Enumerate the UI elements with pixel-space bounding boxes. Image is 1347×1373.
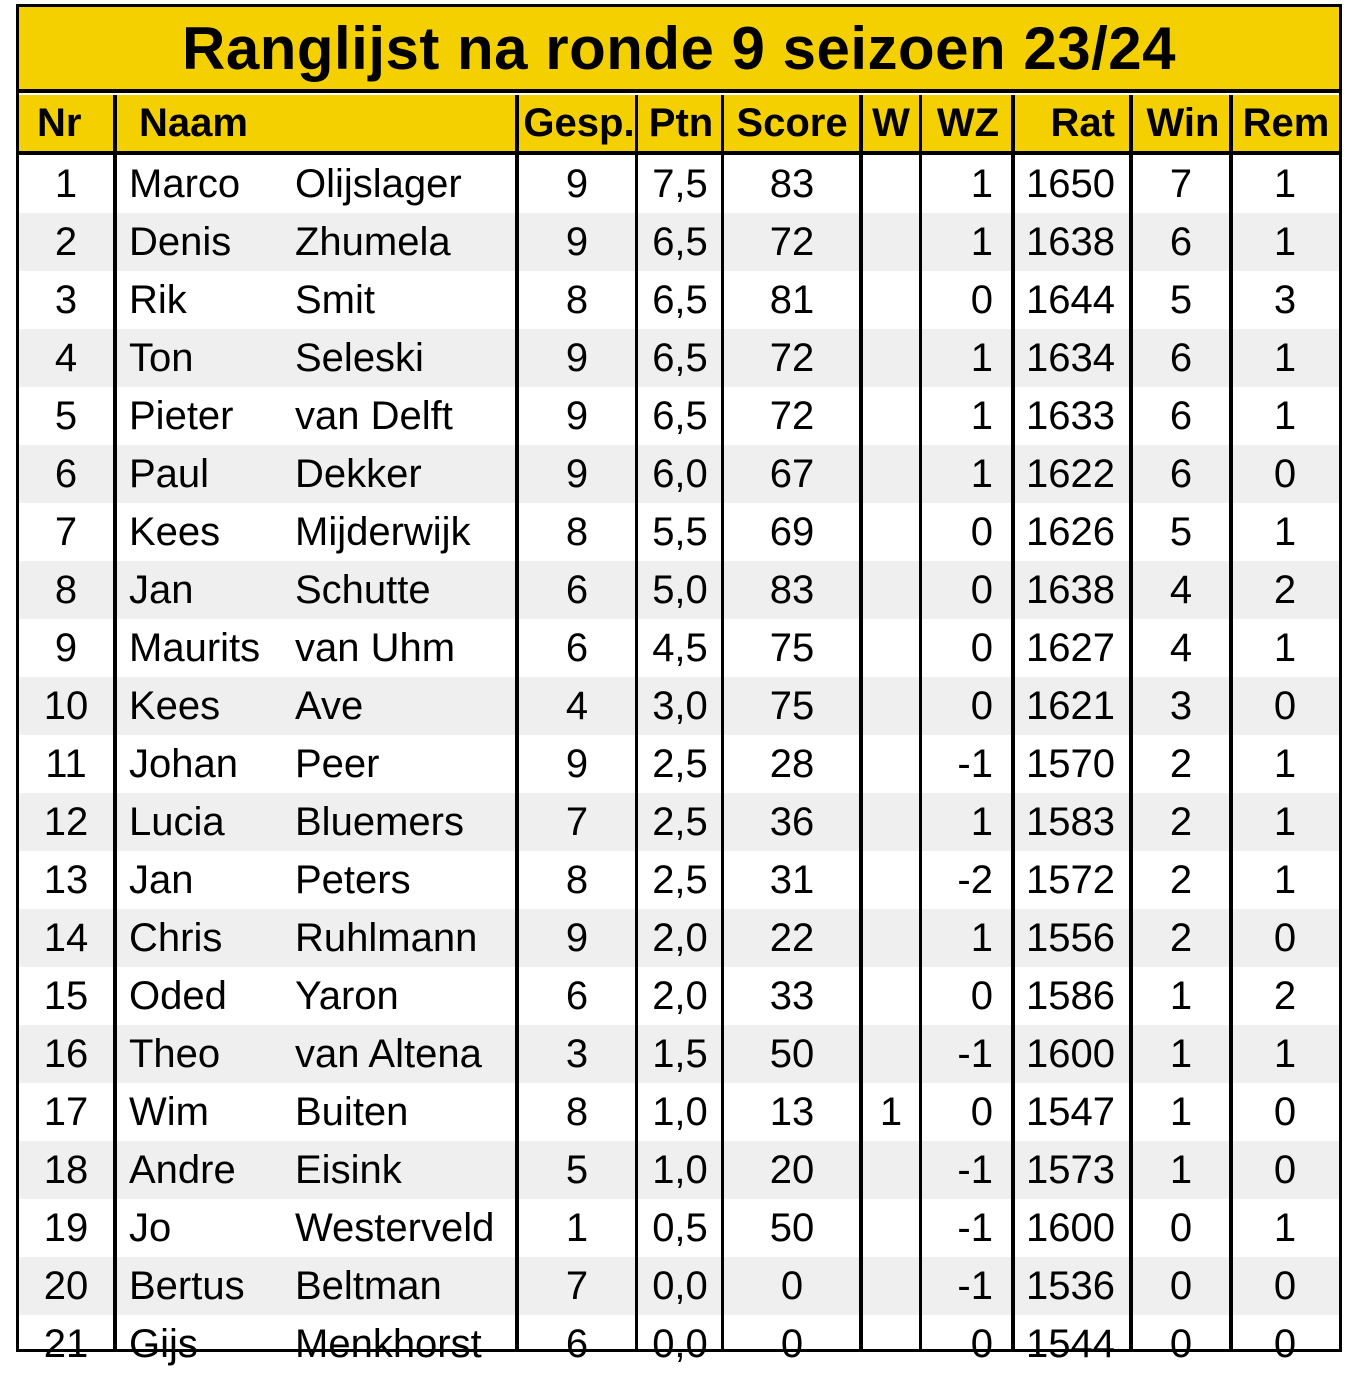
table-row [19, 503, 1339, 561]
cell-ptn: 5,0 [652, 567, 708, 612]
cell-nr: 6 [54, 451, 78, 496]
table-row [19, 677, 1339, 735]
cell-gesp: 3 [565, 1031, 589, 1076]
cell-rat: 1556 [1026, 915, 1115, 960]
cell-wz: 0 [970, 1089, 993, 1134]
cell-ptn: 6,0 [652, 451, 708, 496]
cell-w [863, 329, 919, 387]
cell-w [863, 1025, 919, 1083]
table-row [19, 909, 1339, 967]
table-row [19, 1083, 1339, 1141]
cell-gesp: 9 [565, 161, 589, 206]
cell-w [863, 213, 919, 271]
table-row [19, 1257, 1339, 1315]
cell-last-name: Peters [295, 857, 411, 902]
cell-w [863, 793, 919, 851]
cell-ptn: 2,5 [652, 799, 708, 844]
cell-ptn: 6,5 [652, 277, 708, 322]
cell-nr: 8 [54, 567, 78, 612]
cell-nr: 11 [45, 741, 87, 786]
table-header [19, 95, 1339, 155]
cell-rem: 0 [1273, 1321, 1297, 1366]
cell-wz: 0 [970, 683, 993, 728]
cell-nr: 9 [54, 625, 78, 670]
cell-ptn: 2,5 [652, 857, 708, 902]
header-score: Score [736, 100, 848, 145]
title-bar [19, 7, 1339, 93]
cell-w [863, 561, 919, 619]
cell-rem: 1 [1273, 857, 1297, 902]
cell-wz: 1 [970, 335, 993, 380]
cell-gesp: 8 [565, 277, 589, 322]
cell-ptn: 0,0 [652, 1263, 708, 1308]
cell-rem: 1 [1273, 393, 1297, 438]
cell-score: 72 [769, 219, 815, 264]
cell-score: 69 [769, 509, 815, 554]
cell-rem: 0 [1273, 1263, 1297, 1308]
cell-last-name: van Uhm [295, 625, 456, 670]
cell-nr: 13 [43, 857, 89, 902]
cell-nr: 17 [43, 1089, 89, 1134]
cell-last-name: Buiten [295, 1089, 409, 1134]
cell-score: 67 [769, 451, 815, 496]
cell-score: 72 [769, 393, 815, 438]
cell-win: 5 [1169, 277, 1193, 322]
cell-ptn: 1,5 [652, 1031, 708, 1076]
cell-nr: 15 [43, 973, 89, 1018]
cell-last-name: Smit [295, 277, 375, 322]
cell-rem: 1 [1273, 335, 1297, 380]
cell-gesp: 7 [565, 799, 589, 844]
cell-wz: -1 [957, 1205, 993, 1250]
cell-ptn: 6,5 [652, 393, 708, 438]
cell-rem: 3 [1273, 277, 1297, 322]
cell-last-name: Seleski [295, 335, 424, 380]
cell-rem: 0 [1273, 1147, 1297, 1192]
cell-win: 2 [1169, 857, 1193, 902]
cell-last-name: van Delft [295, 393, 453, 438]
cell-rem: 1 [1273, 161, 1297, 206]
cell-win: 0 [1169, 1263, 1193, 1308]
cell-rat: 1544 [1026, 1321, 1115, 1366]
cell-rat: 1634 [1026, 335, 1115, 380]
cell-win: 6 [1169, 393, 1193, 438]
cell-first-name: Wim [129, 1089, 209, 1134]
cell-win: 2 [1169, 915, 1193, 960]
cell-win: 5 [1169, 509, 1193, 554]
cell-win: 2 [1169, 799, 1193, 844]
cell-rat: 1600 [1026, 1031, 1115, 1076]
table-row [19, 561, 1339, 619]
table-row [19, 1199, 1339, 1257]
cell-ptn: 0,0 [652, 1321, 708, 1366]
cell-score: 36 [769, 799, 815, 844]
cell-rem: 2 [1273, 973, 1297, 1018]
cell-score: 13 [769, 1089, 815, 1134]
cell-gesp: 6 [565, 973, 589, 1018]
cell-nr: 19 [43, 1205, 89, 1250]
cell-last-name: Ruhlmann [295, 915, 478, 960]
cell-wz: 1 [970, 161, 993, 206]
header-wz: WZ [936, 100, 1000, 145]
cell-first-name: Gijs [129, 1321, 198, 1366]
cell-gesp: 7 [565, 1263, 589, 1308]
cell-rem: 1 [1273, 1031, 1297, 1076]
cell-rat: 1622 [1026, 451, 1115, 496]
table-row [19, 213, 1339, 271]
cell-rem: 1 [1273, 509, 1297, 554]
cell-wz: 0 [970, 567, 993, 612]
cell-first-name: Kees [129, 683, 221, 728]
cell-win: 2 [1169, 741, 1193, 786]
cell-nr: 21 [43, 1321, 89, 1366]
cell-rem: 0 [1273, 1089, 1297, 1134]
cell-last-name: Dekker [295, 451, 422, 496]
table-row [19, 1315, 1339, 1373]
cell-win: 6 [1169, 335, 1193, 380]
cell-rem: 0 [1273, 683, 1297, 728]
cell-w [863, 271, 919, 329]
header-w: W [872, 100, 910, 145]
cell-nr: 14 [43, 915, 89, 960]
column-divider [919, 95, 922, 1349]
cell-rat: 1626 [1026, 509, 1115, 554]
cell-gesp: 9 [565, 219, 589, 264]
cell-w [863, 1141, 919, 1199]
column-divider [1011, 95, 1015, 1349]
cell-gesp: 6 [565, 625, 589, 670]
cell-rem: 2 [1273, 567, 1297, 612]
cell-win: 4 [1169, 625, 1193, 670]
cell-win: 4 [1169, 567, 1193, 612]
cell-nr: 4 [54, 335, 78, 380]
cell-nr: 12 [43, 799, 89, 844]
cell-rat: 1621 [1026, 683, 1115, 728]
cell-gesp: 8 [565, 1089, 589, 1134]
header-nr: Nr [37, 100, 82, 145]
cell-last-name: van Altena [295, 1031, 482, 1076]
cell-nr: 20 [43, 1263, 89, 1308]
cell-gesp: 9 [565, 915, 589, 960]
column-divider [721, 95, 724, 1349]
table-row [19, 155, 1339, 213]
cell-score: 75 [769, 625, 815, 670]
cell-rem: 1 [1273, 625, 1297, 670]
cell-rat: 1638 [1026, 567, 1115, 612]
cell-first-name: Lucia [129, 799, 225, 844]
cell-w [863, 387, 919, 445]
cell-w [863, 1315, 919, 1373]
cell-last-name: Westerveld [295, 1205, 495, 1250]
cell-rat: 1572 [1026, 857, 1115, 902]
page-title: Ranglijst na ronde 9 seizoen 23/24 [182, 14, 1176, 82]
cell-wz: 1 [970, 393, 993, 438]
cell-score: 0 [780, 1321, 804, 1366]
cell-nr: 18 [43, 1147, 89, 1192]
cell-wz: -1 [957, 1263, 993, 1308]
cell-gesp: 9 [565, 393, 589, 438]
cell-wz: -1 [957, 1147, 993, 1192]
cell-score: 83 [769, 567, 815, 612]
cell-wz: 1 [970, 915, 993, 960]
cell-last-name: Beltman [295, 1263, 442, 1308]
cell-w [863, 851, 919, 909]
cell-first-name: Ton [129, 335, 194, 380]
cell-score: 72 [769, 335, 815, 380]
cell-ptn: 2,0 [652, 915, 708, 960]
cell-win: 1 [1169, 1089, 1193, 1134]
cell-ptn: 1,0 [652, 1089, 708, 1134]
table-row [19, 271, 1339, 329]
header-rat: Rat [1050, 100, 1115, 145]
column-divider [113, 95, 117, 1349]
cell-w [863, 1199, 919, 1257]
cell-last-name: Yaron [295, 973, 399, 1018]
cell-score: 20 [769, 1147, 815, 1192]
cell-last-name: Olijslager [295, 161, 462, 206]
cell-rem: 1 [1273, 1205, 1297, 1250]
column-divider [635, 95, 638, 1349]
cell-first-name: Johan [129, 741, 238, 786]
header-gesp: Gesp. [523, 100, 635, 145]
column-divider [859, 95, 863, 1349]
cell-w: 1 [879, 1089, 903, 1134]
cell-rat: 1536 [1026, 1263, 1115, 1308]
cell-gesp: 1 [565, 1205, 589, 1250]
cell-last-name: Zhumela [295, 219, 451, 264]
cell-wz: 1 [970, 219, 993, 264]
cell-first-name: Denis [129, 219, 232, 264]
cell-rat: 1583 [1026, 799, 1115, 844]
cell-w [863, 677, 919, 735]
table-row [19, 851, 1339, 909]
cell-win: 7 [1169, 161, 1193, 206]
cell-wz: 0 [970, 625, 993, 670]
cell-first-name: Rik [129, 277, 187, 322]
cell-first-name: Maurits [129, 625, 261, 670]
cell-first-name: Marco [129, 161, 241, 206]
cell-score: 33 [769, 973, 815, 1018]
cell-last-name: Peer [295, 741, 380, 786]
cell-wz: 1 [970, 451, 993, 496]
cell-nr: 5 [54, 393, 78, 438]
table-row [19, 735, 1339, 793]
table-row [19, 329, 1339, 387]
cell-w [863, 503, 919, 561]
cell-score: 83 [769, 161, 815, 206]
cell-wz: 0 [970, 277, 993, 322]
cell-gesp: 5 [565, 1147, 589, 1192]
cell-ptn: 3,0 [652, 683, 708, 728]
cell-ptn: 6,5 [652, 335, 708, 380]
header-ptn: Ptn [648, 100, 714, 145]
cell-ptn: 2,5 [652, 741, 708, 786]
cell-last-name: Eisink [295, 1147, 402, 1192]
cell-score: 0 [780, 1263, 804, 1308]
cell-wz: -2 [957, 857, 993, 902]
cell-win: 1 [1169, 1147, 1193, 1192]
cell-wz: -1 [957, 1031, 993, 1076]
cell-ptn: 1,0 [652, 1147, 708, 1192]
cell-last-name: Ave [295, 683, 364, 728]
cell-win: 0 [1169, 1321, 1193, 1366]
cell-first-name: Oded [129, 973, 227, 1018]
cell-score: 22 [769, 915, 815, 960]
table-row [19, 387, 1339, 445]
cell-ptn: 0,5 [652, 1205, 708, 1250]
header-win: Win [1146, 100, 1220, 145]
cell-win: 6 [1169, 219, 1193, 264]
cell-win: 1 [1169, 973, 1193, 1018]
cell-score: 28 [769, 741, 815, 786]
cell-ptn: 7,5 [652, 161, 708, 206]
cell-nr: 1 [54, 161, 78, 206]
cell-last-name: Mijderwijk [295, 509, 471, 554]
cell-ptn: 5,5 [652, 509, 708, 554]
cell-nr: 3 [54, 277, 78, 322]
cell-gesp: 8 [565, 857, 589, 902]
cell-first-name: Andre [129, 1147, 236, 1192]
cell-rat: 1644 [1026, 277, 1115, 322]
cell-ptn: 4,5 [652, 625, 708, 670]
cell-rem: 1 [1273, 219, 1297, 264]
cell-score: 50 [769, 1205, 815, 1250]
cell-wz: 1 [970, 799, 993, 844]
column-divider [1129, 95, 1133, 1349]
cell-first-name: Paul [129, 451, 210, 496]
column-divider [1229, 95, 1233, 1349]
cell-w [863, 445, 919, 503]
table-row [19, 445, 1339, 503]
cell-gesp: 6 [565, 567, 589, 612]
cell-wz: -1 [957, 741, 993, 786]
cell-nr: 16 [43, 1031, 89, 1076]
cell-gesp: 9 [565, 741, 589, 786]
cell-rem: 0 [1273, 915, 1297, 960]
table-row [19, 619, 1339, 677]
cell-rem: 1 [1273, 741, 1297, 786]
cell-win: 3 [1169, 683, 1193, 728]
cell-first-name: Bertus [129, 1263, 245, 1308]
cell-gesp: 8 [565, 509, 589, 554]
cell-rat: 1638 [1026, 219, 1115, 264]
cell-score: 75 [769, 683, 815, 728]
cell-rat: 1570 [1026, 741, 1115, 786]
cell-w [863, 735, 919, 793]
cell-first-name: Jo [129, 1205, 172, 1250]
cell-w [863, 909, 919, 967]
cell-gesp: 9 [565, 335, 589, 380]
cell-win: 0 [1169, 1205, 1193, 1250]
cell-ptn: 2,0 [652, 973, 708, 1018]
cell-rat: 1573 [1026, 1147, 1115, 1192]
cell-first-name: Kees [129, 509, 221, 554]
cell-gesp: 4 [565, 683, 589, 728]
cell-win: 1 [1169, 1031, 1193, 1076]
standings-sheet [16, 4, 1342, 1366]
cell-ptn: 6,5 [652, 219, 708, 264]
cell-first-name: Theo [129, 1031, 221, 1076]
table-row [19, 1141, 1339, 1199]
cell-score: 50 [769, 1031, 815, 1076]
cell-rem: 1 [1273, 799, 1297, 844]
cell-first-name: Jan [129, 567, 194, 612]
cell-rat: 1586 [1026, 973, 1115, 1018]
cell-w [863, 967, 919, 1025]
cell-w [863, 155, 919, 213]
cell-wz: 0 [970, 1321, 993, 1366]
cell-last-name: Menkhorst [295, 1321, 482, 1366]
cell-rat: 1633 [1026, 393, 1115, 438]
table-row [19, 793, 1339, 851]
cell-wz: 0 [970, 509, 993, 554]
cell-gesp: 6 [565, 1321, 589, 1366]
cell-nr: 7 [54, 509, 78, 554]
cell-rem: 0 [1273, 451, 1297, 496]
header-rem: Rem [1242, 100, 1330, 145]
cell-gesp: 9 [565, 451, 589, 496]
cell-rat: 1650 [1026, 161, 1115, 206]
cell-rat: 1627 [1026, 625, 1115, 670]
cell-last-name: Bluemers [295, 799, 464, 844]
cell-rat: 1547 [1026, 1089, 1115, 1134]
cell-score: 81 [769, 277, 815, 322]
cell-w [863, 619, 919, 677]
cell-first-name: Pieter [129, 393, 234, 438]
cell-wz: 0 [970, 973, 993, 1018]
cell-nr: 10 [43, 683, 89, 728]
header-naam: Naam [139, 100, 248, 145]
table-row [19, 1025, 1339, 1083]
cell-rat: 1600 [1026, 1205, 1115, 1250]
table-row [19, 967, 1339, 1025]
cell-w [863, 1257, 919, 1315]
column-divider [515, 95, 519, 1349]
cell-last-name: Schutte [295, 567, 431, 612]
cell-nr: 2 [54, 219, 78, 264]
cell-score: 31 [769, 857, 815, 902]
cell-win: 6 [1169, 451, 1193, 496]
cell-first-name: Jan [129, 857, 194, 902]
cell-first-name: Chris [129, 915, 223, 960]
